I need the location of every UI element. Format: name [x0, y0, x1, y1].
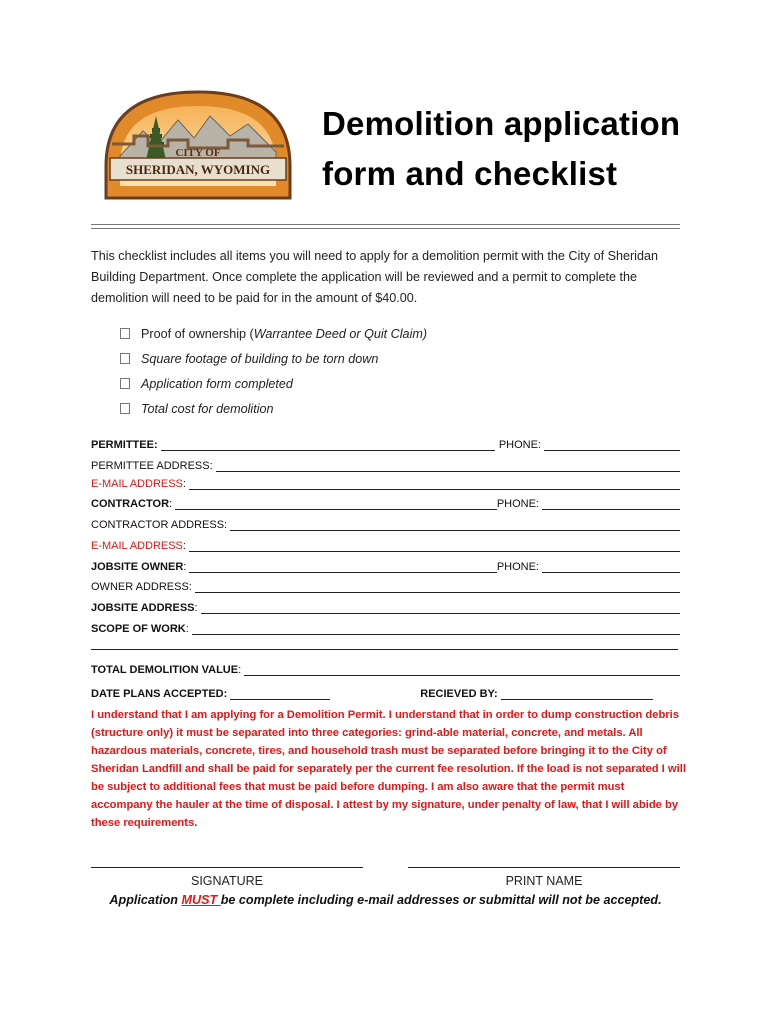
permittee-email-row: E-MAIL ADDRESS :: [91, 473, 680, 490]
permittee-field[interactable]: [161, 437, 495, 451]
owner-phone-field[interactable]: [542, 559, 680, 573]
title-divider: [91, 228, 680, 229]
permittee-email-field[interactable]: [189, 476, 680, 490]
checklist-item-total-cost[interactable]: Total cost for demolition: [120, 402, 274, 416]
jobsite-address-row: JOBSITE ADDRESS :: [91, 597, 680, 614]
checklist-item-proof-of-ownership[interactable]: Proof of ownership (Warrantee Deed or Quit Claim): [120, 327, 427, 341]
owner-address-row: OWNER ADDRESS:: [91, 576, 680, 593]
permittee-row: PERMITTEE: PHONE:: [91, 434, 680, 451]
contractor-row: CONTRACTOR : PHONE:: [91, 493, 680, 510]
acknowledgement-line: be subject to additional fees that must be paid before dumping. I am also aware that the permit must: [91, 781, 625, 793]
intro-line: Building Department. Once complete the application will be reviewed and a permit to complete the: [91, 270, 638, 284]
scope-of-work-field[interactable]: [192, 621, 680, 635]
signature-label: SIGNATURE: [191, 874, 263, 888]
contractor-email-row: E-MAIL ADDRESS :: [91, 535, 680, 552]
intro-line: This checklist includes all items you will need to apply for a demolition permit with the City of Sheridan: [91, 249, 658, 263]
svg-text:CITY OF: CITY OF: [175, 147, 221, 159]
contractor-field[interactable]: [175, 496, 497, 510]
checkbox-icon[interactable]: [120, 328, 130, 339]
permittee-address-row: PERMITTEE ADDRESS:: [91, 455, 680, 472]
contractor-address-row: CONTRACTOR ADDRESS:: [91, 514, 680, 531]
total-demolition-value-row: TOTAL DEMOLITION VALUE :: [91, 659, 680, 676]
jobsite-address-field[interactable]: [201, 600, 680, 614]
checkbox-icon[interactable]: [120, 378, 130, 389]
owner-address-field[interactable]: [195, 579, 680, 593]
page-title-line1: Demolition application: [322, 105, 681, 142]
title-divider: [91, 224, 680, 225]
contractor-address-field[interactable]: [230, 517, 680, 531]
jobsite-owner-field[interactable]: [189, 559, 496, 573]
permittee-address-field[interactable]: [216, 458, 680, 472]
checkbox-icon[interactable]: [120, 353, 130, 364]
received-by-field[interactable]: [501, 686, 653, 700]
permittee-phone-field[interactable]: [544, 437, 680, 451]
city-of-sheridan-logo: [98, 86, 298, 204]
acknowledgement-paragraph: [91, 706, 686, 832]
must-emphasis: MUST: [181, 893, 221, 907]
contractor-email-field[interactable]: [189, 538, 680, 552]
page-title-line2: form and checklist: [322, 155, 618, 192]
print-name-label: PRINT NAME: [505, 874, 583, 888]
intro-line: demolition will need to be paid for in the amount of $40.00.: [91, 291, 418, 305]
contractor-phone-field[interactable]: [542, 496, 680, 510]
jobsite-owner-row: JOBSITE OWNER : PHONE:: [91, 556, 680, 573]
acknowledgement-line: accompany the hauler at the time of disposal. I attest by my signature, under penalty of law, that I will abide by: [91, 799, 679, 811]
acknowledgement-line: I understand that I am applying for a Demolition Permit. I understand that in order to dump construction debris: [91, 709, 680, 721]
submittal-note: Application MUST be complete including e-mail addresses or submittal will not be accepted.: [109, 893, 662, 907]
acknowledgement-line: these requirements.: [91, 817, 198, 829]
checklist-item-application-form[interactable]: Application form completed: [120, 377, 293, 391]
signature-line[interactable]: [91, 867, 363, 868]
checkbox-icon[interactable]: [120, 403, 130, 414]
total-demolition-value-field[interactable]: [244, 662, 680, 676]
svg-text:SHERIDAN, WYOMING: SHERIDAN, WYOMING: [125, 162, 271, 177]
intro-paragraph: [91, 246, 691, 309]
scope-of-work-continuation-line[interactable]: [91, 649, 678, 650]
acknowledgement-line: (structure only) it must be separated into three categories: grind-able material, concrete, and metals. All: [91, 727, 643, 739]
checklist-item-square-footage[interactable]: Square footage of building to be torn down: [120, 352, 378, 366]
date-plans-accepted-field[interactable]: [230, 686, 330, 700]
print-name-line[interactable]: [408, 867, 680, 868]
acknowledgement-line: Sheridan Landfill and shall be paid for separately per the current fee resolution. If the load is not separated I will: [91, 763, 686, 775]
office-use-row: DATE PLANS ACCEPTED: RECIEVED BY:: [91, 683, 680, 700]
scope-of-work-row: SCOPE OF WORK :: [91, 618, 680, 635]
acknowledgement-line: hazardous materials, concrete, tires, and household trash must be separated before bringing it to the City of: [91, 745, 667, 757]
